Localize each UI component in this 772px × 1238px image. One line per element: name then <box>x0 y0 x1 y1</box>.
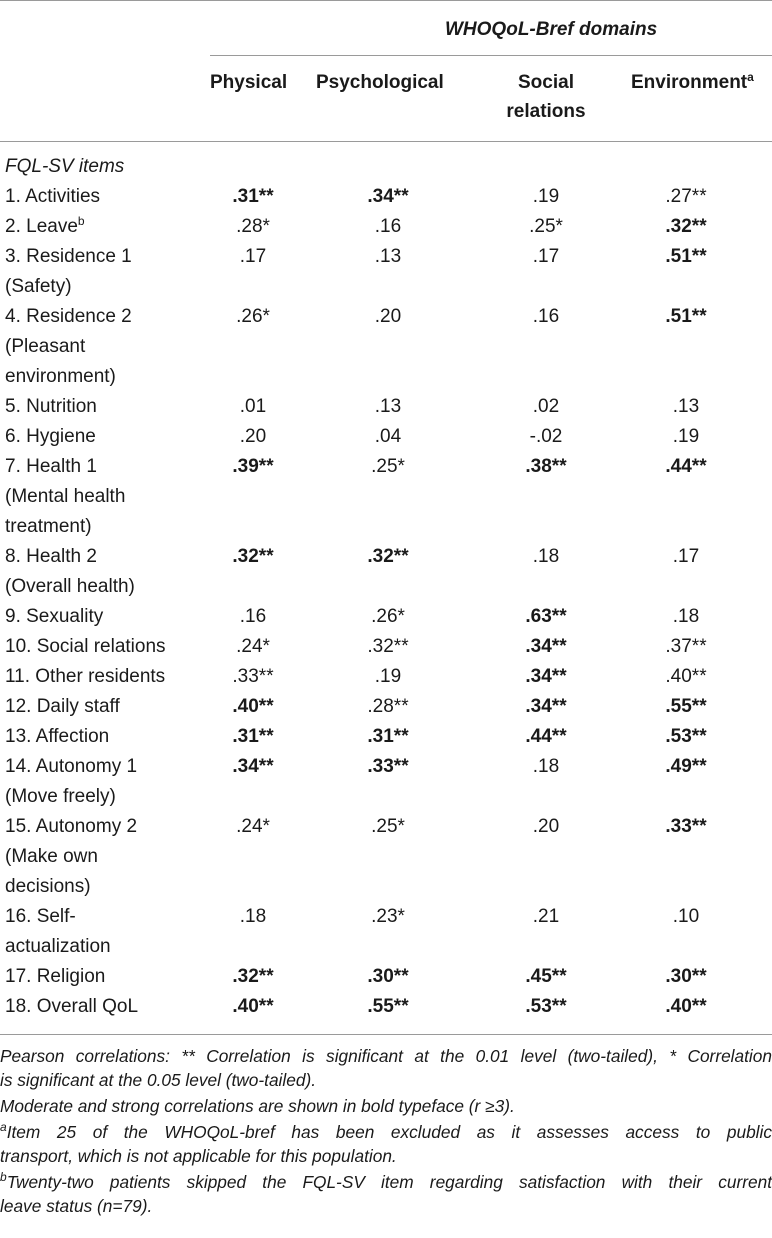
cell-env: .30** <box>665 966 707 987</box>
col-header-social-line1: Social <box>518 72 574 93</box>
cell-phys: .32** <box>232 966 274 987</box>
cell-env: .53** <box>665 726 707 747</box>
cell-phys: .28* <box>236 216 270 237</box>
cell-soc: .21 <box>532 906 560 927</box>
cell-phys: .40** <box>232 996 274 1017</box>
domains-underline <box>210 55 772 56</box>
cell-psych: .30** <box>367 966 409 987</box>
cell-psych: .25* <box>371 816 405 837</box>
cell-phys: .34** <box>232 756 274 777</box>
footnote-pearson-line1: Pearson correlations: ** Correlation is significant at the 0.01 level (two-tailed), * Correlation <box>0 1046 772 1066</box>
cell-phys: .31** <box>232 726 274 747</box>
cell-phys: .39** <box>232 456 274 477</box>
row-label: 12. Daily staff <box>5 696 120 717</box>
cell-soc: .38** <box>525 456 567 477</box>
footnote-b-line1 <box>0 1170 772 1194</box>
cell-psych: .13 <box>374 396 402 417</box>
domains-title: WHOQoL-Bref domains <box>445 19 658 40</box>
cell-psych: .28** <box>367 696 409 717</box>
cell-psych: .16 <box>374 216 402 237</box>
cell-env: .37** <box>665 636 707 657</box>
cell-psych: .25* <box>371 456 405 477</box>
col-header-social <box>486 68 606 126</box>
cell-soc: .19 <box>532 186 560 207</box>
footnote-b-text: Twenty-two patients skipped the FQL-SV item regarding satisfaction with their current <box>6 1172 772 1192</box>
cell-soc: .34** <box>525 696 567 717</box>
footnote-a-line1 <box>0 1120 772 1144</box>
bottom-rule <box>0 1034 772 1035</box>
cell-phys: .32** <box>232 546 274 567</box>
cell-env: .32** <box>665 216 707 237</box>
cell-psych: .13 <box>374 246 402 267</box>
footnote-a-line2: transport, which is not applicable for this population. <box>0 1146 397 1166</box>
header-rule <box>0 141 772 142</box>
cell-psych: .55** <box>367 996 409 1017</box>
cell-env: .51** <box>665 246 707 267</box>
row-label: 16. Self- <box>5 906 76 927</box>
cell-phys: .26* <box>236 306 270 327</box>
cell-soc: .02 <box>532 396 560 417</box>
footnote-a-text: Item 25 of the WHOQoL-bref has been excluded as it assesses access to public <box>6 1122 772 1142</box>
row-label: environment) <box>5 366 116 387</box>
cell-soc: .63** <box>525 606 567 627</box>
cell-env: .10 <box>672 906 700 927</box>
cell-psych: .26* <box>371 606 405 627</box>
row-label: 4. Residence 2 <box>5 306 132 327</box>
cell-env: .55** <box>665 696 707 717</box>
cell-soc: .53** <box>525 996 567 1017</box>
row-label: decisions) <box>5 876 91 897</box>
row-label: 18. Overall QoL <box>5 996 139 1017</box>
cell-phys: .18 <box>239 906 267 927</box>
cell-soc: .18 <box>532 756 560 777</box>
cell-env: .51** <box>665 306 707 327</box>
section-label: FQL-SV items <box>5 156 125 177</box>
col-header-social-line2: relations <box>506 101 586 122</box>
cell-soc: .34** <box>525 666 567 687</box>
cell-env: .49** <box>665 756 707 777</box>
cell-psych: .34** <box>367 186 409 207</box>
footnotes <box>0 1044 772 1218</box>
cell-env: .44** <box>665 456 707 477</box>
cell-soc: .17 <box>532 246 560 267</box>
cell-env: .33** <box>665 816 707 837</box>
cell-soc: -.02 <box>529 426 563 447</box>
row-label: 17. Religion <box>5 966 106 987</box>
row-label: 5. Nutrition <box>5 396 97 417</box>
row-label: (Mental health <box>5 486 126 507</box>
cell-soc: .18 <box>532 546 560 567</box>
row-label: 11. Other residents <box>5 666 166 687</box>
footnote-b-line2: leave status (n=79). <box>0 1196 153 1216</box>
footnote-moderate: Moderate and strong correlations are shown in bold typeface (r ≥3). <box>0 1096 515 1116</box>
cell-env: .18 <box>672 606 700 627</box>
row-label: (Make own <box>5 846 98 867</box>
cell-phys: .16 <box>239 606 267 627</box>
cell-env: .13 <box>672 396 700 417</box>
cell-soc: .34** <box>525 636 567 657</box>
row-label: 15. Autonomy 2 <box>5 816 138 837</box>
col-header-physical: Physical <box>210 72 288 93</box>
cell-psych: .32** <box>367 636 409 657</box>
footnote-b-sup: b <box>0 1170 7 1184</box>
col-header-environment-sup: a <box>747 70 754 84</box>
cell-psych: .23* <box>371 906 405 927</box>
cell-psych: .19 <box>374 666 402 687</box>
cell-soc: .45** <box>525 966 567 987</box>
cell-env: .17 <box>672 546 700 567</box>
col-header-psychological: Psychological <box>316 72 444 93</box>
row-label: 7. Health 1 <box>5 456 97 477</box>
row-label-text: 2. Leave <box>5 216 78 237</box>
footnote-a-sup: a <box>0 1120 7 1134</box>
cell-env: .40** <box>665 666 707 687</box>
cell-phys: .31** <box>232 186 274 207</box>
cell-phys: .01 <box>239 396 267 417</box>
cell-soc: .25* <box>529 216 563 237</box>
row-label: 6. Hygiene <box>5 426 96 447</box>
row-label: (Overall health) <box>5 576 135 597</box>
row-label <box>5 212 85 242</box>
cell-psych: .04 <box>374 426 402 447</box>
cell-psych: .33** <box>367 756 409 777</box>
cell-psych: .31** <box>367 726 409 747</box>
row-label: treatment) <box>5 516 92 537</box>
row-label: (Safety) <box>5 276 72 297</box>
cell-env: .19 <box>672 426 700 447</box>
cell-phys: .20 <box>239 426 267 447</box>
row-label: 3. Residence 1 <box>5 246 132 267</box>
cell-phys: .40** <box>232 696 274 717</box>
cell-phys: .24* <box>236 636 270 657</box>
row-label: 9. Sexuality <box>5 606 104 627</box>
row-label: 8. Health 2 <box>5 546 97 567</box>
cell-env: .40** <box>665 996 707 1017</box>
row-label: actualization <box>5 936 111 957</box>
row-label: 13. Affection <box>5 726 110 747</box>
row-label: (Pleasant <box>5 336 86 357</box>
row-label: 10. Social relations <box>5 636 166 657</box>
row-label: (Move freely) <box>5 786 116 807</box>
cell-soc: .16 <box>532 306 560 327</box>
cell-phys: .33** <box>232 666 274 687</box>
cell-env: .27** <box>665 186 707 207</box>
row-label: 14. Autonomy 1 <box>5 756 138 777</box>
top-rule <box>0 0 772 1</box>
cell-psych: .32** <box>367 546 409 567</box>
row-label: 1. Activities <box>5 186 101 207</box>
cell-phys: .24* <box>236 816 270 837</box>
cell-psych: .20 <box>374 306 402 327</box>
cell-soc: .44** <box>525 726 567 747</box>
cell-phys: .17 <box>239 246 267 267</box>
col-header-environment <box>631 68 754 98</box>
col-header-environment-label: Environment <box>631 72 748 93</box>
cell-soc: .20 <box>532 816 560 837</box>
footnote-pearson-line2: is significant at the 0.05 level (two-tailed). <box>0 1070 317 1090</box>
row-label-sup: b <box>77 214 85 228</box>
